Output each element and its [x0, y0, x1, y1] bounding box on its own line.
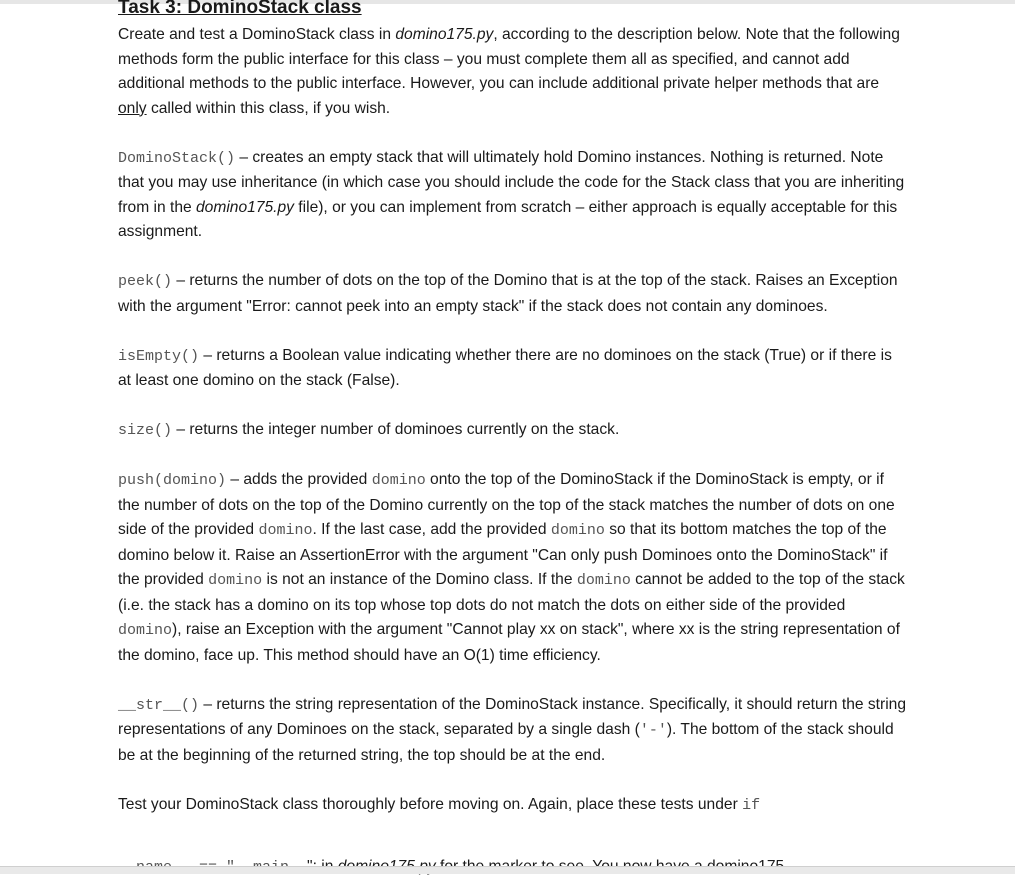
constructor-paragraph: [118, 146, 908, 245]
task-heading: Task 3: DominoStack class: [118, 0, 362, 18]
test-text-1: Test your DominoStack class thoroughly before moving on. Again, place these tests under: [118, 795, 743, 813]
push-domino-code: domino: [576, 572, 631, 589]
constructor-filename: domino175.py: [196, 198, 294, 216]
intro-text-3: called within this class, if you wish.: [146, 99, 391, 117]
test-if-code: if: [742, 796, 761, 814]
constructor-text-1: – creates an empty stack that will ultimately hold Domino instances. Nothing is returned. Note that you may use inheritance (in which case you should include the code for the Stack class that you are inheriting from in the: [118, 148, 905, 216]
isempty-signature: isEmpty(): [118, 347, 200, 365]
push-text-2: onto the top of the DominoStack if the DominoStack is empty, or if the number of dots on the top of the Domino currently on the top of the stack matches the number of dots on one side of the provided: [118, 471, 895, 538]
str-signature: __str__(): [118, 696, 200, 714]
push-text-7: ), raise an Exception with the argument "Cannot play xx on stack", where xx is the string representation of the domino, face up. This method should have an O(1) time efficiency.: [118, 621, 900, 664]
push-paragraph: [118, 468, 908, 668]
intro-filename: domino175.py: [395, 26, 494, 43]
push-text-1: – adds the provided: [226, 471, 372, 488]
constructor-signature: DominoStack(): [118, 149, 236, 167]
peek-paragraph: [118, 269, 908, 319]
peek-signature: peek(): [118, 273, 173, 290]
push-domino-code: domino: [371, 472, 426, 489]
size-signature: size(): [118, 422, 173, 439]
push-domino-code: domino: [550, 522, 605, 539]
intro-text-1: Create and test a DominoStack class in: [118, 26, 396, 43]
intro-paragraph: [118, 23, 908, 121]
intro-text-2: , according to the description below. Note that the following methods form the public interface for this class – you must complete them all as specified, and cannot add additional methods to the public interface. However, you can include additional private helper methods that are: [118, 26, 900, 92]
str-text-1: – returns the string representation of the DominoStack instance. Specifically, it should return the string representations of any Dominoes on the stack, separated by a single dash (: [118, 695, 907, 738]
push-signature: push(domino): [118, 472, 227, 489]
push-domino-code: domino: [208, 572, 263, 589]
peek-description: – returns the number of dots on the top of the Domino that is at the top of the stack. Raises an Exception with the argument "Error: cannot peek into an empty stack" if the stack does not contain any dominoes.: [118, 272, 898, 315]
push-text-6: cannot be added to the top of the stack (i.e. the stack has a domino on its top whose top dots do not match the dots on either side of the provided: [118, 571, 905, 614]
str-paragraph: [118, 693, 908, 769]
push-text-5: is not an instance of the Domino class. If the: [262, 571, 577, 588]
test-paragraph: [118, 793, 908, 819]
size-paragraph: [118, 418, 908, 444]
push-text-4: so that its bottom matches the top of the domino below it. Raise an AssertionError with the argument "Can only push Dominoes onto the DominoStack" if the provided: [118, 521, 888, 588]
isempty-description: – returns a Boolean value indicating whether there are no dominoes on the stack (True) or if there is at least one domino on the stack (False).: [118, 346, 892, 389]
intro-only-underlined: only: [118, 99, 147, 117]
size-description: – returns the integer number of dominoes currently on the stack.: [172, 421, 620, 438]
isempty-paragraph: [118, 344, 908, 394]
push-domino-code: domino: [118, 622, 173, 639]
str-text-2: ). The bottom of the stack should be at the beginning of the returned string, the top should be at the end.: [118, 721, 894, 764]
push-domino-code: domino: [258, 522, 313, 539]
str-dash-code: '-': [639, 722, 667, 739]
document-page: [118, 0, 908, 843]
constructor-text-2: file), or you can implement from scratch – either approach is equally acceptable for this assignment.: [118, 198, 898, 240]
push-text-3: . If the last case, add the provided: [312, 521, 551, 538]
